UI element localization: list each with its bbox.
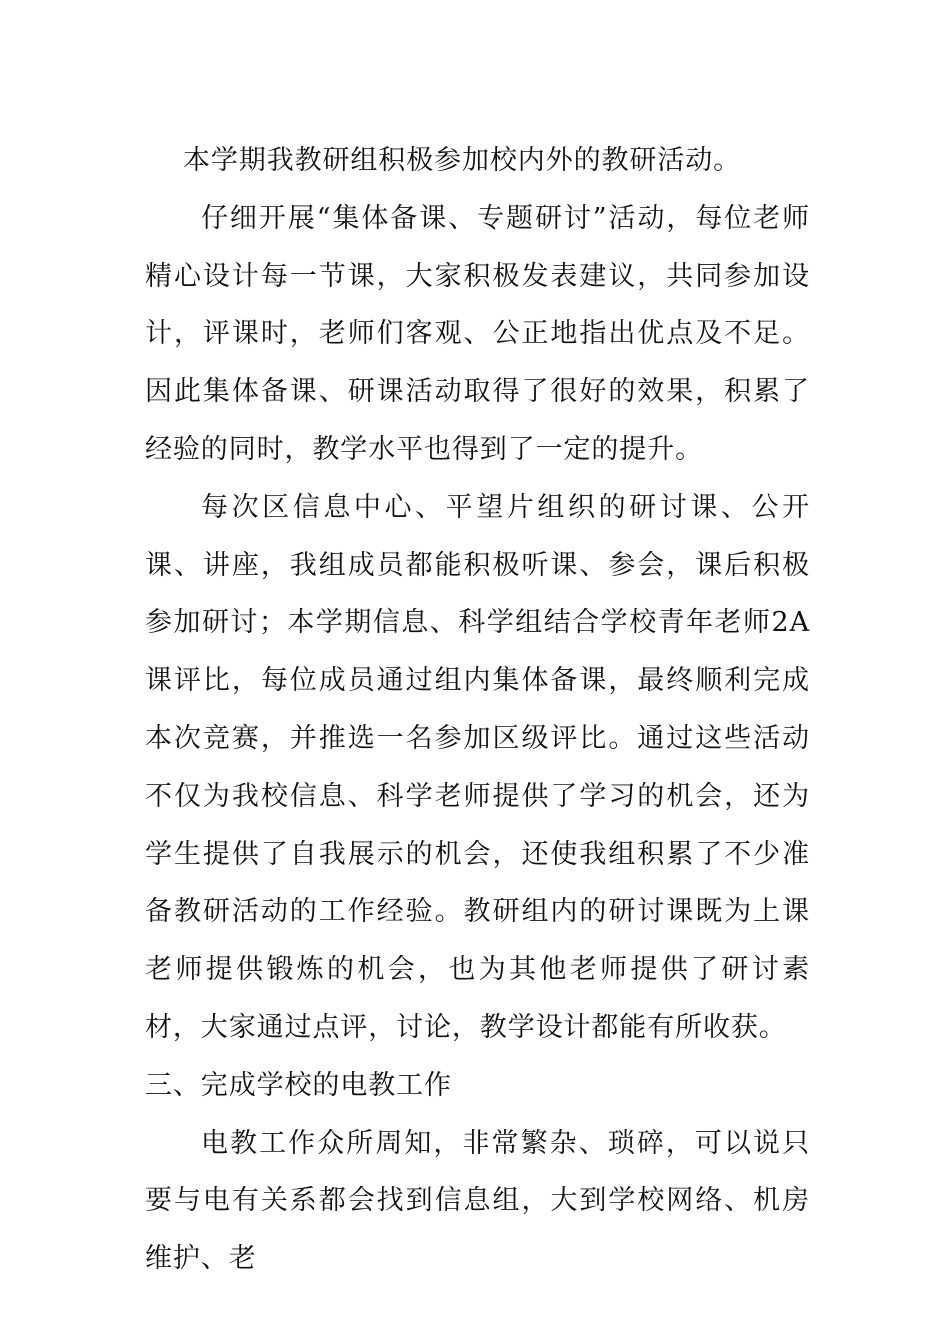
paragraph-research-activities: 每次区信息中心、平望片组织的研讨课、公开课、讲座，我组成员都能积极听课、参会，课后积极参加研讨；本学期信息、科学组结合学校青年老师2A课评比，每位成员通过组内集体备课，最终顺利完成本次竞赛，并推选一名参加区级评比。通过这些活动不仅为我校信息、科学老师提供了学习的机会，还为学生提供了自我展示的机会，还使我组积累了不少准备教研活动的工作经验。教研组内的研讨课既为上课老师提供锻炼的机会，也为其他老师提供了研讨素材，大家通过点评，讨论，教学设计都能有所收获。 [145,491,810,1043]
paragraph-av-work: 电教工作众所周知，非常繁杂、琐碎，可以说只要与电有关系都会找到信息组，大到学校网络、机房维护、老 [145,1127,810,1275]
paragraph-intro: 本学期我教研组积极参加校内外的教研活动。 [183,145,741,176]
paragraph-collective-lesson-prep: 仔细开展“集体备课、专题研讨”活动，每位老师精心设计每一节课，大家积极发表建议，共同参加设计，评课时，老师们客观、公正地指出优点及不足。因此集体备课、研课活动取得了很好的效果，积累了经验的同时，教学水平也得到了一定的提升。 [145,202,810,465]
document-body [145,132,810,1288]
section-heading: 三、完成学校的电教工作 [145,1069,452,1101]
